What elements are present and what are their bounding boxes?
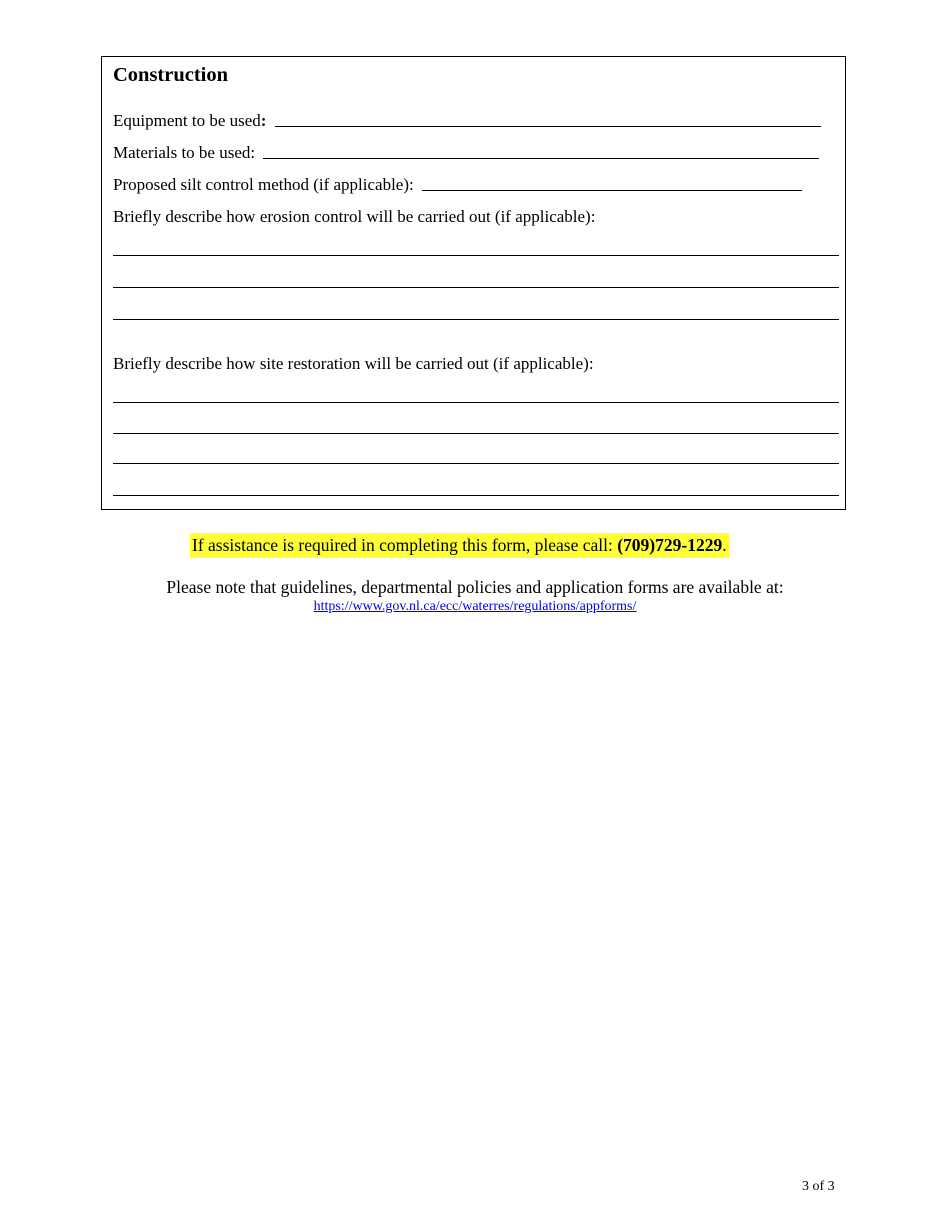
- materials-label: Materials to be used:: [113, 143, 256, 162]
- silt-field[interactable]: [422, 189, 802, 191]
- assistance-phone: (709)729-1229: [617, 535, 723, 555]
- erosion-line-2[interactable]: [113, 287, 839, 288]
- erosion-label: Briefly describe how erosion control will be carried out (if applicable):: [113, 207, 596, 226]
- restoration-line-1[interactable]: [113, 402, 839, 403]
- guidelines-link[interactable]: https://www.gov.nl.ca/ecc/waterres/regulations/appforms/: [313, 599, 637, 614]
- equipment-colon: :: [260, 111, 267, 130]
- equipment-field[interactable]: [275, 125, 821, 127]
- assistance-notice: [190, 533, 729, 558]
- materials-field[interactable]: [263, 157, 819, 159]
- assistance-period: .: [722, 535, 727, 555]
- assistance-text: If assistance is required in completing this form, please call:: [192, 535, 618, 555]
- restoration-row: [113, 353, 594, 375]
- erosion-line-1[interactable]: [113, 255, 839, 256]
- equipment-row: [113, 110, 821, 132]
- silt-label: Proposed silt control method (if applicable):: [113, 175, 414, 194]
- silt-row: [113, 174, 802, 196]
- erosion-row: [113, 206, 595, 228]
- equipment-label: Equipment to be used: [113, 111, 261, 130]
- restoration-label: Briefly describe how site restoration will be carried out (if applicable):: [113, 354, 594, 373]
- restoration-line-4[interactable]: [113, 495, 839, 496]
- restoration-line-3[interactable]: [113, 463, 839, 464]
- guidelines-link-row: [0, 598, 950, 616]
- page-number: 3 of 3: [802, 1179, 835, 1194]
- erosion-line-3[interactable]: [113, 319, 839, 320]
- materials-row: [113, 142, 819, 164]
- section-heading: Construction: [113, 64, 229, 86]
- restoration-line-2[interactable]: [113, 433, 839, 434]
- construction-section: [101, 56, 846, 510]
- guidelines-note: Please note that guidelines, departmental policies and application forms are available at:: [166, 577, 784, 597]
